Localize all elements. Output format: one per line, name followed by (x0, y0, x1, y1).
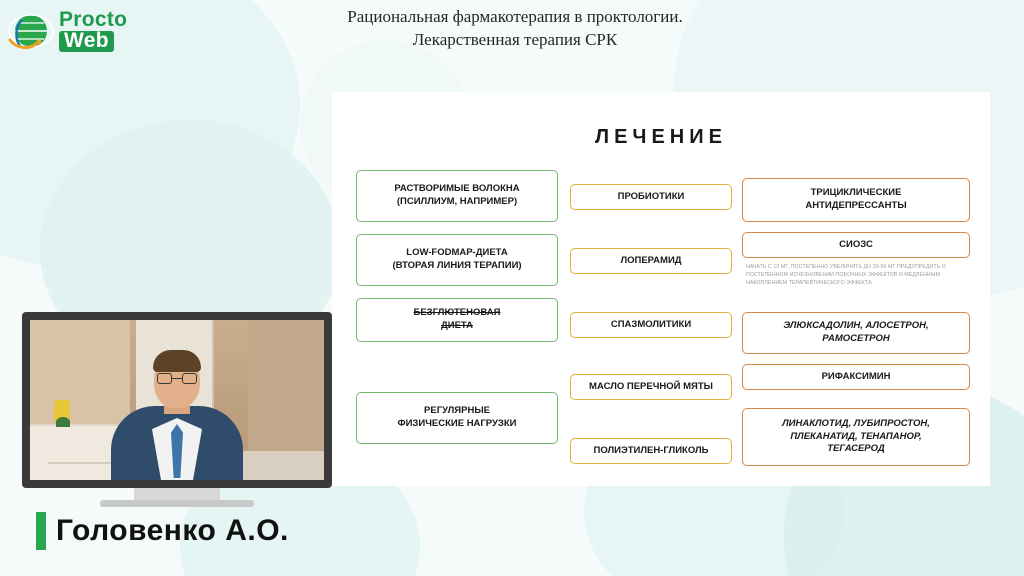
card-line-2: (ПСИЛЛИУМ, НАПРИМЕР) (396, 196, 518, 207)
card-gluten-free (356, 298, 558, 342)
logo-line-web: Web (59, 31, 114, 52)
card-line-2: ПЛЕКАНАТИД, ТЕНАПАНОР, (790, 430, 922, 442)
card-line-2: ДИЕТА (441, 320, 473, 331)
card-line-1: ПОЛИЭТИЛЕН-ГЛИКОЛЬ (593, 444, 709, 456)
card-loperamide (570, 248, 732, 274)
card-line-2: ФИЗИЧЕСКИЕ НАГРУЗКИ (397, 418, 517, 429)
video-screen[interactable] (30, 320, 324, 480)
card-line-1: МАСЛО ПЕРЕЧНОЙ МЯТЫ (589, 380, 713, 392)
card-peppermint-oil (570, 374, 732, 400)
slide-panel (332, 92, 990, 486)
video-person-hair (153, 350, 201, 372)
card-line-1: ТРИЦИКЛИЧЕСКИЕ (810, 187, 902, 199)
card-line-3: ТЕГАСЕРОД (827, 443, 885, 455)
card-tricyclic-antidepressants (742, 178, 970, 222)
speaker-name: Головенко А.О. (56, 514, 289, 547)
glasses-icon (157, 373, 197, 384)
card-line-1: РЕГУЛЯРНЫЕ (424, 405, 490, 417)
card-line-1: БЕЗГЛЮТЕНОВАЯ (413, 307, 501, 319)
title-line-1: Рациональная фармакотерапия в проктологии. (347, 7, 683, 26)
card-probiotics (570, 184, 732, 210)
card-low-fodmap (356, 234, 558, 286)
logo-wordmark (59, 10, 127, 52)
card-line-2: РАМОСЕТРОН (822, 333, 890, 344)
card-line-2: АНТИДЕПРЕССАНТЫ (805, 200, 907, 211)
video-plant (56, 417, 70, 427)
speaker-name-banner (36, 512, 289, 550)
card-soluble-fiber (356, 170, 558, 222)
card-polyethylene-glycol (570, 438, 732, 464)
card-line-1: РИФАКСИМИН (821, 370, 891, 382)
globe-icon (6, 6, 56, 56)
webcam-video[interactable] (22, 312, 332, 508)
card-spasmolytics (570, 312, 732, 338)
dosage-note: НАЧАТЬ С 10 МГ, ПОСТЕПЕННО УВЕЛИЧИТЬ ДО 30-50 МГ ПРЕДУПРЕДИТЬ О ПОСТЕПЕННОМ ИСЧЕЗНОВЕНИИ ПОБОЧНЫХ ЭФФЕКТОВ И МЕДЛЕННЫМ НАКОПЛЕНИЕМ ТЕРАПЕВТИЧЕСКОГО ЭФФЕКТА (746, 264, 946, 286)
card-line-1: СПАЗМОЛИТИКИ (610, 318, 692, 330)
card-linaclotide-group (742, 408, 970, 466)
card-line-1: ПРОБИОТИКИ (617, 190, 685, 202)
accent-bar (36, 512, 46, 550)
card-physical-activity (356, 392, 558, 444)
card-line-1: ЭЛЮКСАДОЛИН, АЛОСЕТРОН, (783, 320, 929, 332)
monitor-stand (134, 488, 220, 500)
card-rifaximin (742, 364, 970, 390)
card-ssri (742, 232, 970, 258)
slide-title: ЛЕЧЕНИЕ (595, 126, 727, 148)
card-line-1: ЛОПЕРАМИД (620, 254, 682, 266)
card-eluxadoline-group (742, 312, 970, 354)
slide-columns (332, 170, 990, 480)
card-line-1: ЛИНАКЛОТИД, ЛУБИПРОСТОН, (782, 417, 930, 429)
monitor-bezel (22, 312, 332, 488)
card-line-1: РАСТВОРИМЫЕ ВОЛОКНА (394, 183, 520, 195)
monitor-base (100, 500, 254, 507)
logo-line-procto: Procto (59, 8, 128, 32)
title-line-2: Лекарственная терапия СРК (412, 29, 618, 49)
card-line-1: СИОЗС (839, 238, 873, 250)
card-line-1: LOW-FODMAP-ДИЕТА (406, 247, 508, 259)
card-line-2: (ВТОРАЯ ЛИНИЯ ТЕРАПИИ) (392, 260, 522, 271)
proctoweb-logo (6, 2, 134, 60)
page-title (250, 6, 780, 52)
